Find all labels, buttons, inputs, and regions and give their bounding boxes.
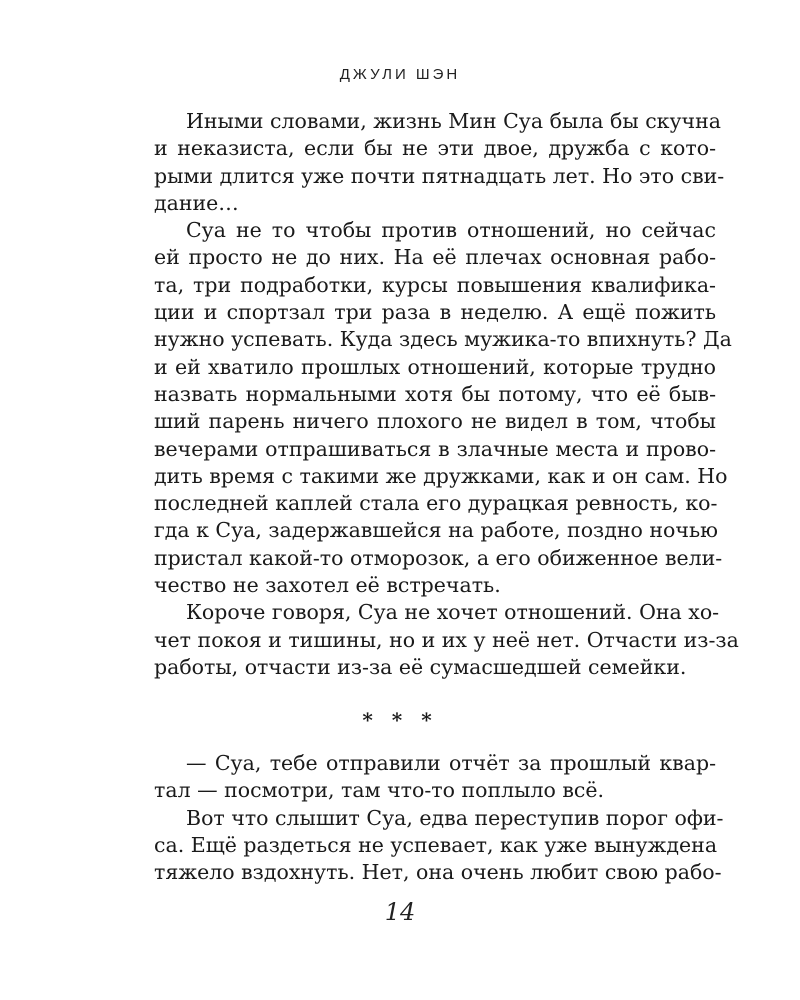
- text-line: чет покоя и тишины, но и их у неё нет. Отчасти из-за: [154, 627, 739, 652]
- text-line: чество не захотел её встречать.: [154, 573, 501, 598]
- text-line: и ей хватило прошлых отношений, которые трудно: [154, 354, 716, 379]
- page-number: 14: [384, 898, 416, 926]
- text-line: Вот что слышит Суа, едва переступив порог офи-: [186, 805, 724, 830]
- text-line: ший парень ничего плохого не видел в том, чтобы: [154, 409, 716, 434]
- text-line: Суа не то чтобы против отношений, но сейчас: [186, 218, 716, 243]
- text-line: та, три подработки, курсы повышения квалифика-: [154, 272, 716, 297]
- text-line: Иными словами, жизнь Мин Суа была бы скучна: [186, 109, 721, 133]
- text-line: Короче говоря, Суа не хочет отношений. Она хо-: [186, 600, 720, 625]
- text-line: ции и спортзал три раза в неделю. А ещё пожить: [154, 300, 716, 325]
- text-block-2: [154, 750, 724, 886]
- text-line: са. Ещё раздеться не успевает, как уже вынуждена: [154, 832, 718, 857]
- text-line: тал — посмотри, там что-то поплыло всё.: [154, 778, 604, 803]
- text-block-1: [154, 108, 739, 681]
- text-line: гда к Суа, задержавшейся на работе, поздно ночью: [154, 518, 718, 543]
- text-line: дить время с такими же дружками, как и он сам. Но: [154, 463, 728, 488]
- text-line: нужно успевать. Куда здесь мужика-то впихнуть? Да: [154, 327, 732, 352]
- text-line: ей просто не до них. На её плечах основная рабо-: [154, 245, 716, 270]
- text-line: назвать нормальными хотя бы потому, что её быв-: [154, 381, 716, 406]
- section-separator: * * *: [362, 708, 438, 732]
- text-line: вечерами отпрашиваться в злачные места и прово-: [154, 436, 716, 461]
- text-line: и неказиста, если бы не эти двое, дружба с кото-: [154, 136, 716, 161]
- text-line: последней каплей стала его дурацкая ревность, ко-: [154, 491, 718, 516]
- text-line: дание…: [154, 190, 239, 215]
- text-line: тяжело вздохнуть. Нет, она очень любит свою рабо-: [154, 860, 722, 885]
- text-line: пристал какой-то отморозок, а его обиженное вели-: [154, 545, 723, 570]
- text-line: работы, отчасти из-за её сумасшедшей семейки.: [154, 654, 687, 679]
- running-head: ДЖУЛИ ШЭН: [339, 66, 461, 83]
- text-line: рыми длится уже почти пятнадцать лет. Но это сви-: [154, 163, 725, 188]
- text-line: — Суа, тебе отправили отчёт за прошлый квар-: [186, 751, 716, 775]
